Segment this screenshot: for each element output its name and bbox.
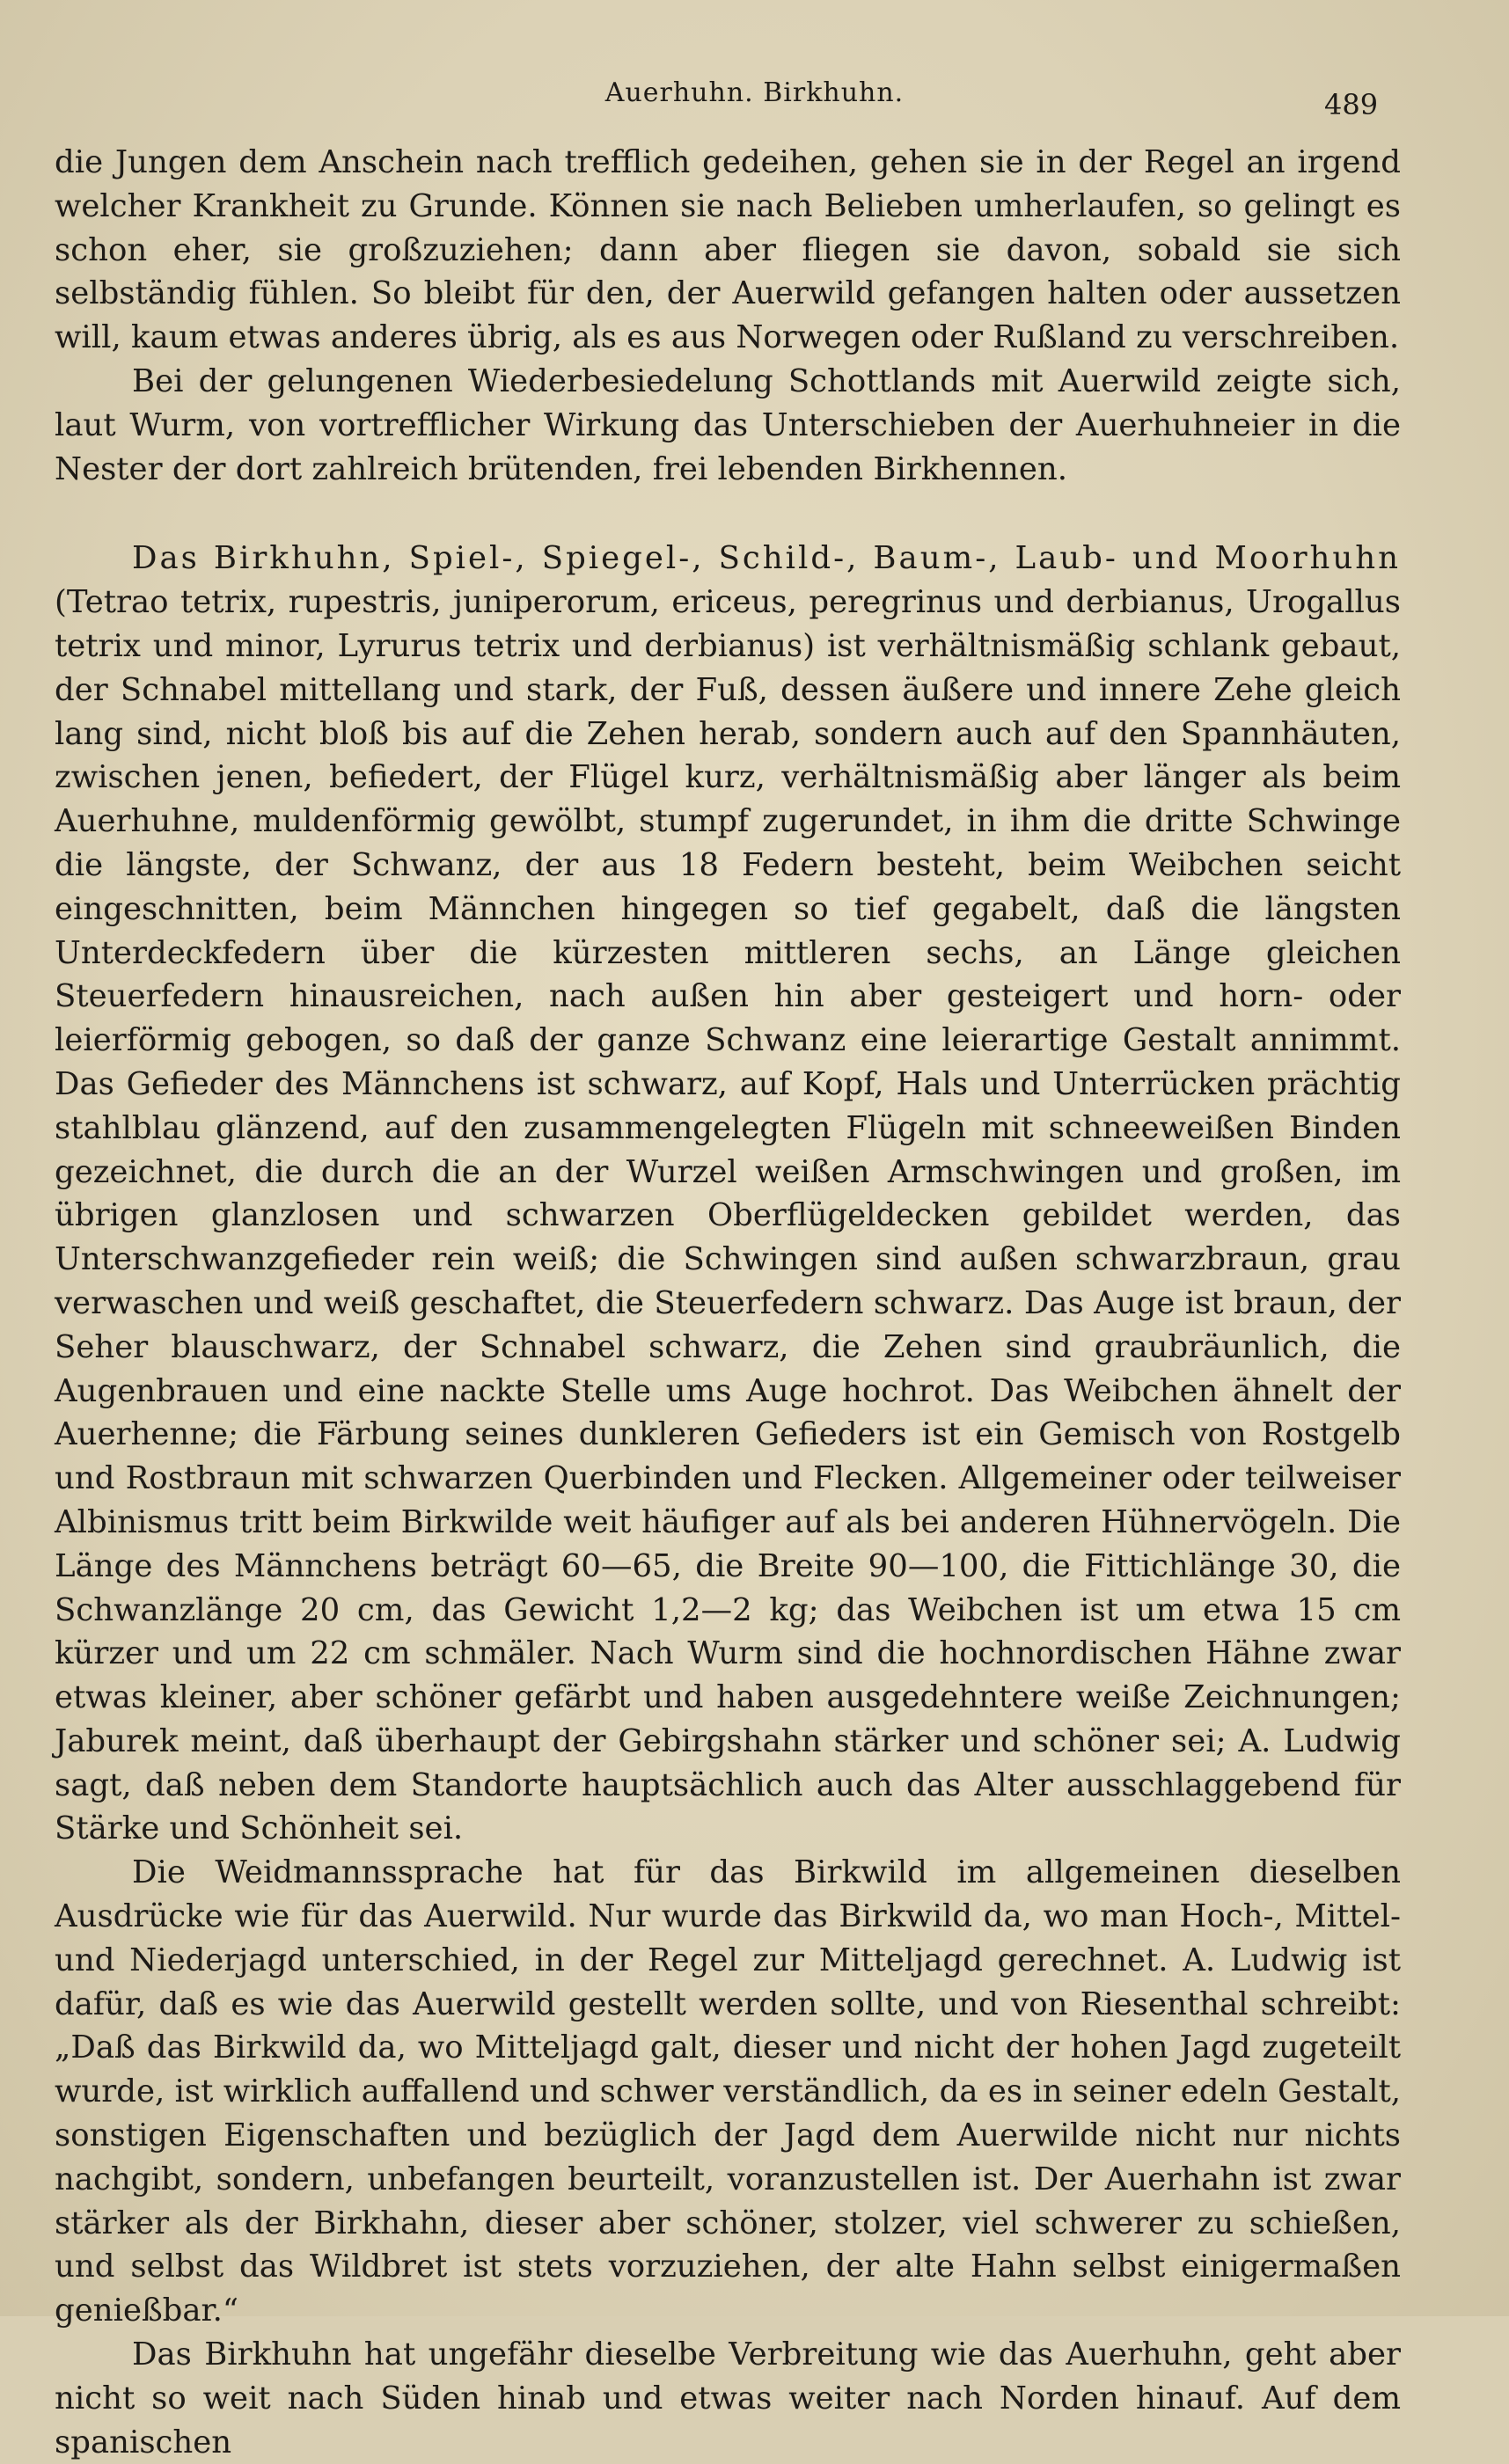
paragraph: Die Weidmannssprache hat für das Birkwild im allgemeinen dieselben Ausdrücke wie für das Auerwild. Nur wurde das Birkwild da, wo man Hoch-, Mittel- und Niederjagd unterschied, in der Regel zur Mitteljagd gerechnet. A. Ludwig ist dafür, daß es wie das Auerwild gestellt werden sollte, und von Riesenthal schreibt: „Daß das Birkwild da, wo Mitteljagd galt, dieser und nicht der hohen Jagd zugeteilt wurde, ist wirklich auffallend und schwer verständlich, da es in seiner edeln Gestalt, sonstigen Eigenschaften und bezüglich der Jagd dem Auerwilde nicht nur nichts nachgibt, sondern, unbefangen beurteilt, voranzustellen ist. Der Auerhahn ist zwar stärker als der Birkhahn, dieser aber schöner, stolzer, viel schwerer zu schießen, und selbst das Wildbret ist stets vorzuziehen, der alte Hahn selbst einigermaßen genießbar.“ [55,1854,1401,2329]
section-gap [55,491,1401,537]
species-description: ist verhältnismäßig schlank gebaut, der Schnabel mittellang und stark, der Fuß, dessen äußere und innere Zehe gleich lang sind, nicht bloß bis auf die Zehen herab, sondern auch auf den Spannhäuten, zwischen jenen, befiedert, der Flügel kurz, verhältnismäßig aber länger als beim Auerhuhne, muldenförmig gewölbt, stumpf zugerundet, in ihm die dritte Schwinge die längste, der Schwanz, der aus 18 Federn besteht, beim Weibchen seicht eingeschnitten, beim Männchen hingegen so tief gegabelt, daß die längsten Unterdeckfedern über die kürzesten mittleren sechs, an Länge gleichen Steuerfedern hinausreichen, nach außen hin aber gesteigert und horn- oder leierförmig gebogen, so daß der ganze Schwanz eine leierartige Gestalt annimmt. Das Gefieder des Männchens ist schwarz, auf Kopf, Hals und Unterrücken prächtig stahlblau glänzend, auf den zusammengelegten Flügeln mit schneeweißen Binden gezeichnet, die durch die an der Wurzel weißen Armschwingen und großen, im übrigen glanzlosen und schwarzen Oberflügeldecken gebildet werden, das Unterschwanzgefieder rein weiß; die Schwingen sind außen schwarzbraun, grau verwaschen und weiß geschaftet, die Steuerfedern schwarz. Das Auge ist braun, der Seher blauschwarz, der Schnabel schwarz, die Zehen sind graubräunlich, die Augenbrauen und eine nackte Stelle ums Auge hochrot. Das Weibchen ähnelt der Auerhenne; die Färbung seines dunkleren Gefieders ist ein Gemisch von Rostgelb und Rostbraun mit schwarzen Querbinden und Flecken. Allgemeiner oder teilweiser Albinismus tritt beim Birkwilde weit häufiger auf als bei anderen Hühnervögeln. Die Länge des Männchens beträgt 60—65, die Breite 90—100, die Fittichlänge 30, die Schwanzlänge 20 cm, das Gewicht 1,2—2 kg; das Weibchen ist um etwa 15 cm kürzer und um 22 cm schmäler. Nach Wurm sind die hochnordischen Hähne zwar etwas kleiner, aber schöner gefärbt und haben ausgedehntere weiße Zeichnungen; Jaburek meint, daß überhaupt der Gebirgshahn stärker und schöner sei; A. Ludwig sagt, daß neben dem Standorte hauptsächlich auch das Alter ausschlaggebend für Stärke und Schönheit sei. [55,627,1401,1847]
paragraph-species [55,537,1401,1851]
paragraph: Bei der gelungenen Wiederbesiedelung Schottlands mit Auerwild zeigte sich, laut Wurm, von vortrefflicher Wirkung das Unterschieben der Auerhuhneier in die Nester der dort zahlreich brütenden, frei lebenden Birkhennen. [55,362,1401,487]
species-heading: Das Birkhuhn, Spiel-, Spiegel-, Schild-, Baum-, Laub- und Moorhuhn [132,540,1401,577]
latin-names: (Tetrao tetrix, rupestris, juniperorum, ericeus, peregrinus und derbianus, Urogallus tetrix und minor, Lyrurus tetrix und derbianus) [55,584,1401,664]
paragraph: Das Birkhuhn hat ungefähr dieselbe Verbreitung wie das Auerhuhn, geht aber nicht so weit nach Süden hinab und etwas weiter nach Norden hinauf. Auf dem spanischen [55,2336,1401,2460]
body-text [55,141,1401,2464]
page-number: 489 [1324,88,1379,121]
running-head: Auerhuhn. Birkhuhn. [604,77,905,108]
paragraph: die Jungen dem Anschein nach trefflich gedeihen, gehen sie in der Regel an irgend welcher Krankheit zu Grunde. Können sie nach Belieben umherlaufen, so gelingt es schon eher, sie großzuziehen; dann aber fliegen sie davon, sobald sie sich selbständig fühlen. So bleibt für den, der Auerwild gefangen halten oder aussetzen will, kaum etwas anderes übrig, als es aus Norwegen oder Rußland zu verschreiben. [55,144,1401,356]
